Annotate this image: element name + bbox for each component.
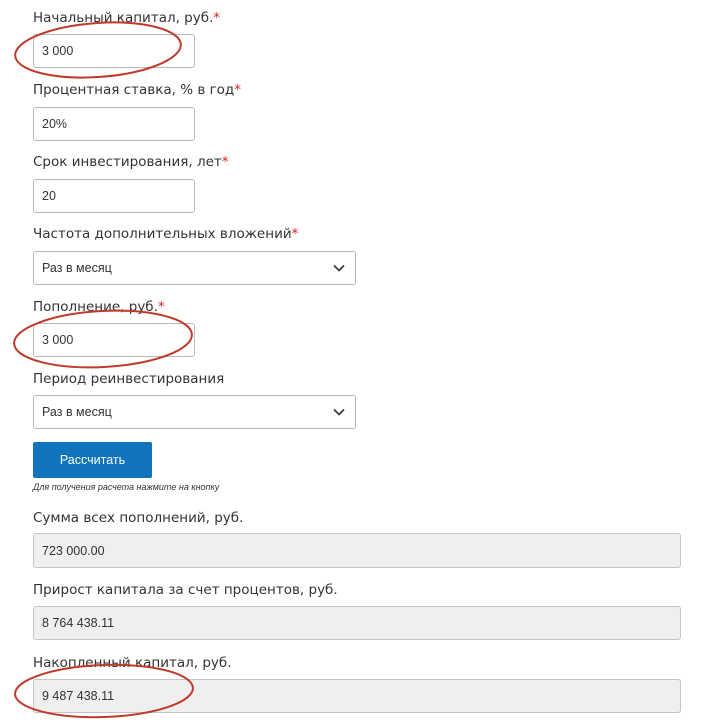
total-contributions-label: Сумма всех пополнений, руб. bbox=[33, 510, 244, 526]
chevron-down-icon bbox=[331, 260, 347, 276]
initial-capital-value: 3 000 bbox=[42, 44, 74, 58]
accumulated-capital-output bbox=[33, 679, 681, 713]
initial-capital-input[interactable] bbox=[33, 34, 195, 68]
required-mark: * bbox=[213, 10, 221, 26]
accumulated-capital-label: Накопленный капитал, руб. bbox=[33, 655, 232, 671]
term-value: 20 bbox=[42, 189, 56, 203]
total-contributions-value: 723 000.00 bbox=[42, 543, 105, 558]
required-mark: * bbox=[157, 299, 165, 315]
required-mark: * bbox=[234, 82, 242, 98]
interest-rate-value: 20% bbox=[42, 117, 68, 131]
calculate-hint: Для получения расчета нажмите на кнопку bbox=[33, 482, 220, 492]
required-mark: * bbox=[221, 154, 229, 170]
interest-rate-input[interactable] bbox=[33, 107, 195, 141]
top-up-input[interactable] bbox=[33, 323, 195, 357]
reinvest-period-select[interactable] bbox=[33, 395, 356, 429]
top-up-label: Пополнение, руб.* bbox=[33, 299, 165, 315]
contribution-frequency-select[interactable] bbox=[33, 251, 356, 285]
top-up-value: 3 000 bbox=[42, 333, 74, 347]
calculate-button[interactable]: Рассчитать bbox=[33, 442, 152, 478]
chevron-down-icon bbox=[331, 404, 347, 420]
total-contributions-output bbox=[33, 533, 681, 568]
initial-capital-label: Начальный капитал, руб.* bbox=[33, 10, 221, 26]
reinvest-period-value: Раз в месяц bbox=[42, 405, 112, 419]
interest-growth-output bbox=[33, 606, 681, 640]
term-input[interactable] bbox=[33, 179, 195, 213]
contribution-frequency-label: Частота дополнительных вложений* bbox=[33, 226, 299, 242]
required-mark: * bbox=[291, 226, 299, 242]
interest-growth-label: Прирост капитала за счет процентов, руб. bbox=[33, 582, 338, 598]
reinvest-period-label: Период реинвестирования bbox=[33, 371, 225, 387]
interest-rate-label: Процентная ставка, % в год* bbox=[33, 82, 242, 98]
contribution-frequency-value: Раз в месяц bbox=[42, 261, 112, 275]
interest-growth-value: 8 764 438.11 bbox=[42, 616, 115, 630]
accumulated-capital-value: 9 487 438.11 bbox=[42, 689, 115, 703]
term-label: Срок инвестирования, лет* bbox=[33, 154, 229, 170]
